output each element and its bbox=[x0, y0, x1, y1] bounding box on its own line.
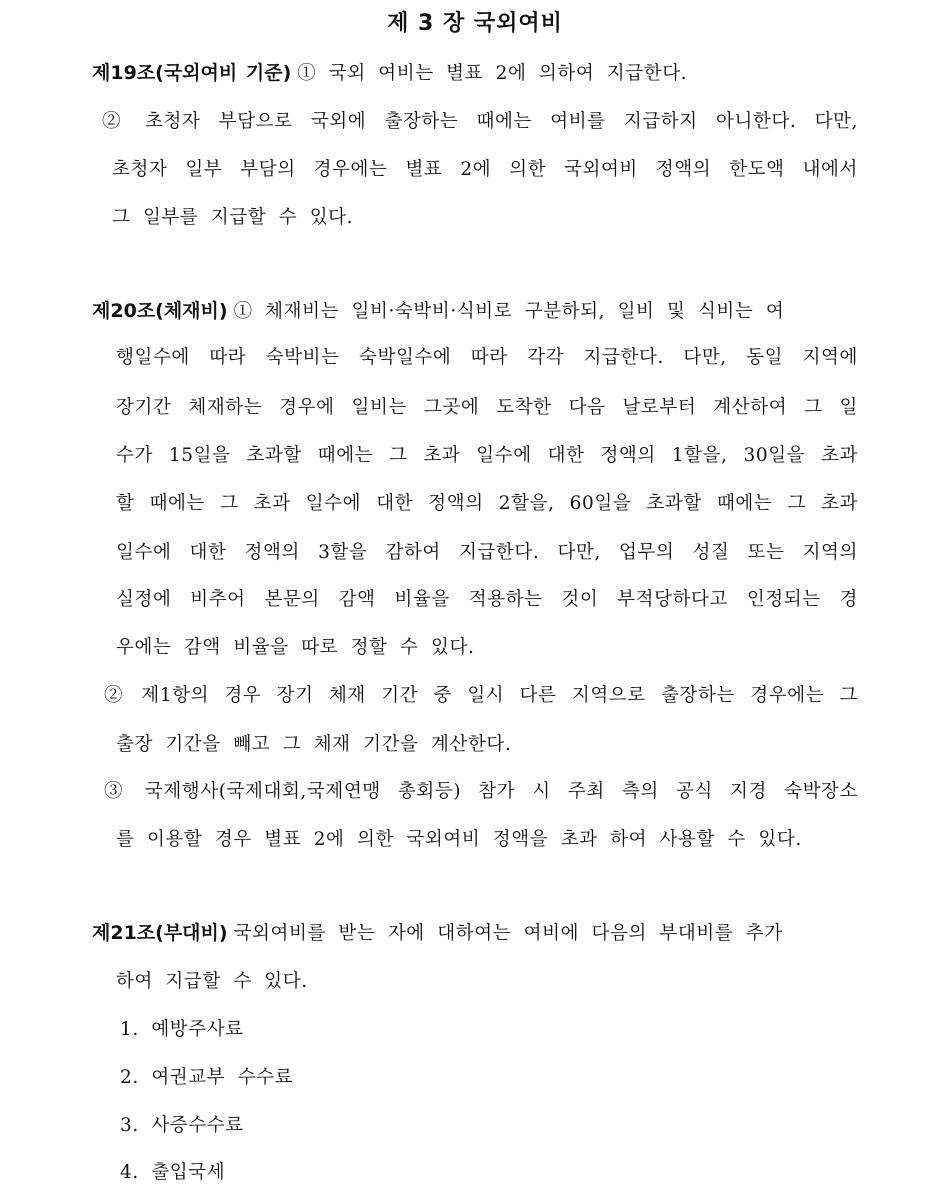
article-21-line-1 bbox=[92, 924, 858, 944]
article-19-line-1 bbox=[92, 64, 687, 84]
chapter-title: 제 3 장 국외여비 bbox=[387, 11, 563, 36]
article-20-paragraph-1-line-1: ① 체재비는 일비·숙박비·식비로 구분하되, 일비 및 식비는 여 bbox=[233, 301, 785, 322]
list-item: 3. 사증수수료 bbox=[120, 1115, 244, 1136]
article-20-paragraph-1-line-3: 장기간 체재하는 경우에 일비는 그곳에 도착한 다음 날로부터 계산하여 그 일 bbox=[116, 397, 858, 418]
article-20-paragraph-1-line-5: 할 때에는 그 초과 일수에 대한 정액의 2할을, 60일을 초과할 때에는 그 초과 bbox=[116, 493, 858, 514]
article-20-paragraph-3-line-1: ③ 국제행사(국제대회,국제연맹 총회등) 참가 시 주최 측의 공식 지경 숙박장소 bbox=[104, 781, 858, 802]
article-20-paragraph-1-line-7: 실정에 비추어 본문의 감액 비율을 적용하는 것이 부적당하다고 인정되는 경 bbox=[116, 589, 858, 610]
article-19-paragraph-2-line-2: 초청자 일부 부담의 경우에는 별표 2에 의한 국외여비 정액의 한도액 내에서 bbox=[112, 159, 858, 180]
article-20-paragraph-1-line-4: 수가 15일을 초과할 때에는 그 초과 일수에 대한 정액의 1할을, 30일을 초과 bbox=[116, 445, 858, 466]
article-21-body-line-1: 국외여비를 받는 자에 대하여는 여비에 다음의 부대비를 추가 bbox=[233, 923, 783, 944]
list-item: 4. 출입국세 bbox=[120, 1162, 226, 1183]
article-20-paragraph-3-line-2: 를 이용할 경우 별표 2에 의한 국외여비 정액을 초과 하여 사용할 수 있다. bbox=[116, 829, 802, 850]
article-20-paragraph-1-line-2: 행일수에 따라 숙박비는 숙박일수에 따라 각각 지급한다. 다만, 동일 지역에 bbox=[116, 347, 858, 368]
article-19-heading: 제19조(국외여비 기준) bbox=[92, 62, 292, 84]
article-21-heading: 제21조(부대비) bbox=[92, 922, 228, 944]
article-20-line-1 bbox=[92, 302, 858, 322]
list-item: 1. 예방주사료 bbox=[120, 1019, 244, 1040]
article-20-paragraph-2-line-2: 출장 기간을 빼고 그 체재 기간을 계산한다. bbox=[116, 734, 512, 755]
article-20-paragraph-1-line-6: 일수에 대한 정액의 3할을 감하여 지급한다. 다만, 업무의 성질 또는 지역의 bbox=[116, 542, 858, 563]
article-20-heading: 제20조(체재비) bbox=[92, 300, 228, 322]
article-21-body-line-2: 하여 지급할 수 있다. bbox=[116, 971, 308, 992]
article-20-paragraph-2-line-1: ② 제1항의 경우 장기 체재 기간 중 일시 다른 지역으로 출장하는 경우에는 그 bbox=[104, 685, 858, 706]
article-20-paragraph-1-line-8: 우에는 감액 비율을 따로 정할 수 있다. bbox=[116, 637, 475, 658]
article-19-paragraph-2-line-1: ② 초청자 부담으로 국외에 출장하는 때에는 여비를 지급하지 아니한다. 다만, bbox=[102, 111, 858, 132]
article-19-paragraph-1: ① 국외 여비는 별표 2에 의하여 지급한다. bbox=[297, 63, 688, 84]
article-19-paragraph-2-line-3: 그 일부를 지급할 수 있다. bbox=[112, 207, 354, 228]
list-item: 2. 여권교부 수수료 bbox=[120, 1067, 294, 1088]
